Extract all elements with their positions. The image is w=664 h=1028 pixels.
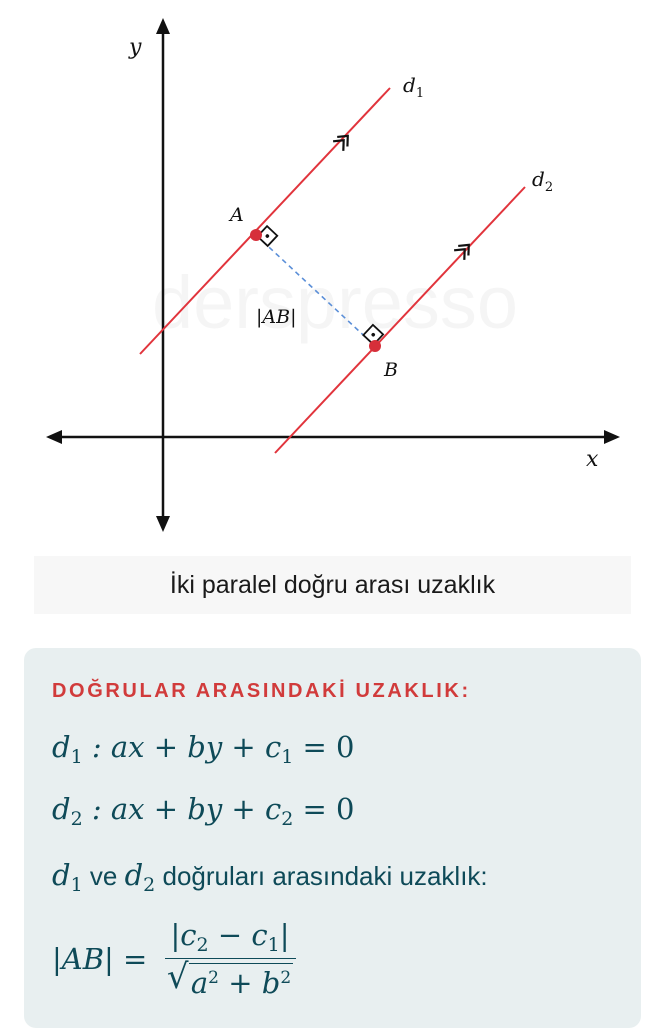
x-axis-left-arrow-icon xyxy=(46,430,62,444)
parallel-marker-d1-icon xyxy=(333,131,353,151)
distance-fraction xyxy=(165,918,296,1000)
line-d1-label: $d_1$ xyxy=(403,73,425,101)
line-d2-label: $d_2$ xyxy=(532,167,554,195)
point-b-label: B xyxy=(384,359,398,381)
figure-caption: İki paralel doğru arası uzaklık xyxy=(34,556,631,614)
x-axis-right-arrow-icon xyxy=(604,430,620,444)
fraction-denominator: √ $a^2 + b^2$ xyxy=(166,957,292,1000)
point-a-label: A xyxy=(230,204,244,226)
distance-sentence: $d_1$ ve $d_2$ doğruları arasındaki uzaklık: xyxy=(52,858,488,896)
y-axis-bottom-arrow-icon xyxy=(156,516,170,532)
watermark xyxy=(152,261,518,344)
square-root-icon: √ xyxy=(166,957,189,997)
formula-panel-title: DOĞRULAR ARASINDAKİ UZAKLIK: xyxy=(52,680,471,702)
point-b xyxy=(369,340,381,352)
distance-formula: |AB| = $|c_2 - c_1|$ √ $a^2 + b^2$ xyxy=(52,918,296,1000)
point-a xyxy=(250,229,262,241)
y-axis-top-arrow-icon xyxy=(156,18,170,34)
equation-d2: $d_2$ : ax + by + $c_2 = 0$ xyxy=(52,792,355,830)
y-axis-label: y xyxy=(129,35,142,60)
formula-panel xyxy=(24,648,641,1028)
parallel-marker-d2-icon xyxy=(454,240,474,260)
equation-d1: $d_1$ : ax + by + $c_1 = 0$ xyxy=(52,730,355,768)
distance-label: |AB| xyxy=(256,306,297,328)
x-axis-label: x xyxy=(586,447,599,472)
fraction-numerator: $|c_2 - c_1|$ xyxy=(165,918,296,959)
